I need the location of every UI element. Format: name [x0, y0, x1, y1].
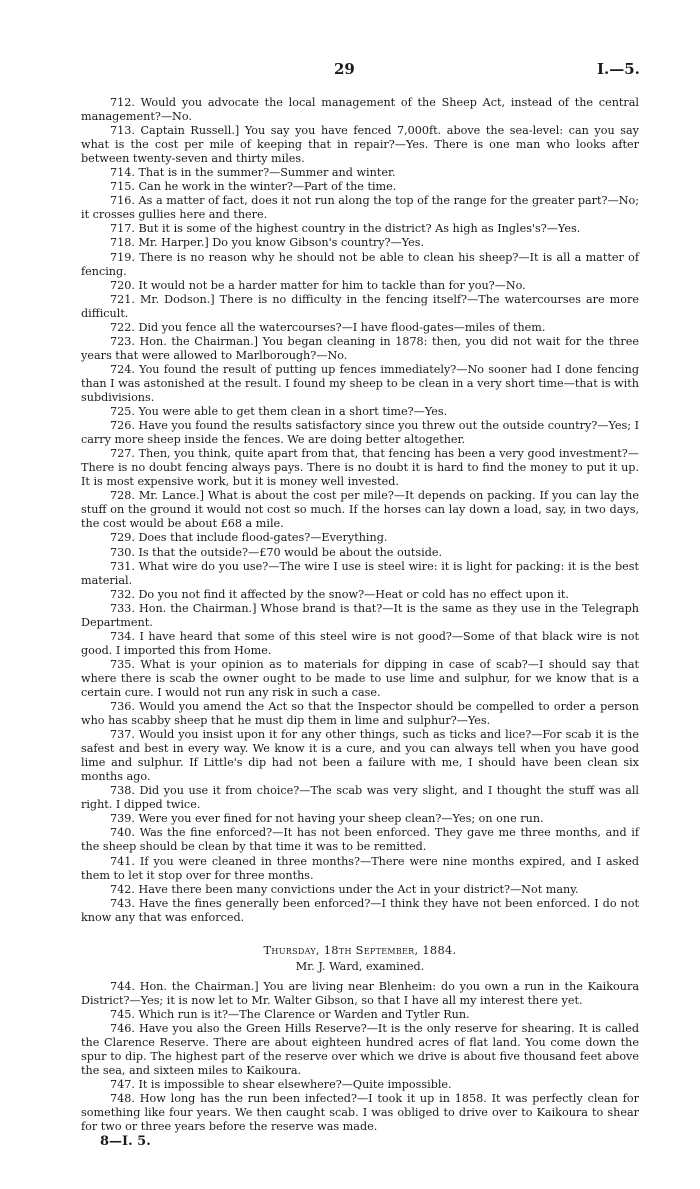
paragraph: 732. Do you not find it affected by the snow?—Heat or cold has no effect upon it. — [110, 587, 569, 601]
paragraph: 712. Would you advocate the local management of the Sheep Act, instead of the central management?—No. — [81, 96, 639, 124]
paragraph: 743. Have the fines generally been enforced?—I think they have not been enforced. I do not know any that was enforced. — [81, 896, 639, 924]
session-date: Thursday, 18th September, 1884. — [263, 942, 457, 957]
paragraph: 727. Then, you think, quite apart from that, that fencing has been a very good investment?—There is no doubt fencing always pays. There is no doubt it is hard to find the money to put it up. It is most expensive work, but it is money well invested. — [81, 447, 639, 489]
paragraph: 725. You were able to get them clean in a short time?—Yes. — [110, 405, 448, 419]
paragraph: 715. Can he work in the winter?—Part of the time. — [110, 180, 397, 194]
document-body — [81, 96, 639, 1134]
paragraph: 722. Did you fence all the watercourses?—I have flood-gates—miles of them. — [110, 320, 546, 334]
report-reference: I.—5. — [597, 60, 640, 78]
page-number: 29 — [334, 60, 355, 78]
paragraph: 734. I have heard that some of this steel wire is not good?—Some of that black wire is not good. I imported this from Home. — [81, 629, 639, 657]
paragraph: 729. Does that include flood-gates?—Everything. — [110, 531, 388, 545]
paragraph: 733. Hon. the Chairman.] Whose brand is that?—It is the same as they use in the Telegraph Department. — [81, 601, 639, 629]
paragraph: 737. Would you insist upon it for any other things, such as ticks and lice?—For scab it is the safest and best in every way. We know it is a cure, and you can always tell when you have good lime and sulphur. If Little's dip had not been a failure with me, I should have been clean six months ago. — [81, 728, 639, 784]
paragraph: 748. How long has the run been infected?—I took it up in 1858. It was perfectly clean for something like four years. We then caught scab. I was obliged to drive over to Kaikoura to shear for two or three years before the reserve was made. — [81, 1092, 639, 1134]
paragraph: 735. What is your opinion as to materials for dipping in case of scab?—I should say that where there is scab the owner ought to be made to use lime and sulphur, for we know that is a certain cure. I would not run any risk in such a case. — [81, 657, 639, 699]
paragraph: 741. If you were cleaned in three months?—There were nine months expired, and I asked them to let it stop over for three months. — [81, 854, 639, 882]
paragraph: 714. That is in the summer?—Summer and winter. — [110, 166, 396, 180]
paragraph: 721. Mr. Dodson.] There is no difficulty in the fencing itself?—The watercourses are more difficult. — [81, 292, 639, 320]
paragraph: 747. It is impossible to shear elsewhere?—Quite impossible. — [110, 1078, 452, 1092]
witness-heading: Mr. J. Ward, examined. — [295, 959, 425, 973]
paragraph: 719. There is no reason why he should not be able to clean his sheep?—It is all a matter of fencing. — [81, 250, 639, 278]
paragraph: 739. Were you ever fined for not having your sheep clean?—Yes; on one run. — [110, 812, 544, 826]
paragraph: 728. Mr. Lance.] What is about the cost per mile?—It depends on packing. If you can lay the stuff on the ground it would not cost so much. If the horses can lay down a load, say, in two days, the cost would be about £68 a mile. — [81, 489, 639, 531]
paragraph: 740. Was the fine enforced?—It has not been enforced. They gave me three months, and if the sheep should be clean by that time it was to be remitted. — [81, 826, 639, 854]
paragraph: 744. Hon. the Chairman.] You are living near Blenheim: do you own a run in the Kaikoura District?—Yes; it is now let to Mr. Walter Gibson, so that I have all my interest there yet. — [81, 979, 639, 1007]
paragraph: 726. Have you found the results satisfactory since you threw out the outside country?—Yes; I carry more sheep inside the fences. We are doing better altogether. — [81, 419, 639, 447]
paragraph: 718. Mr. Harper.] Do you know Gibson's country?—Yes. — [110, 236, 425, 250]
paragraph: 746. Have you also the Green Hills Reserve?—It is the only reserve for shearing. It is called the Clarence Reserve. There are about eighteen hundred acres of flat land. You come down the spur to dip. The highest part of the reserve over which we drive is about five thousand feet above the sea, and sixteen miles to Kaikoura. — [81, 1022, 639, 1078]
paragraph: 736. Would you amend the Act so that the Inspector should be compelled to order a person who has scabby sheep that he must dip them in lime and sulphur?—Yes. — [81, 700, 639, 728]
signature-mark: 8—I. 5. — [100, 1134, 151, 1149]
paragraph: 713. Captain Russell.] You say you have fenced 7,000ft. above the sea-level: can you say what is the cost per mile of keeping that in repair?—Yes. There is one man who looks after between twenty-seven and thirty miles. — [81, 124, 639, 166]
paragraph: 730. Is that the outside?—£70 would be about the outside. — [110, 545, 443, 559]
paragraph: 720. It would not be a harder matter for him to tackle than for you?—No. — [110, 278, 526, 292]
paragraph: 717. But it is some of the highest country in the district? As high as Ingles's?—Yes. — [110, 222, 581, 236]
paragraph: 731. What wire do you use?—The wire I use is steel wire: it is light for packing: it is the best material. — [81, 559, 639, 587]
paragraph: 745. Which run is it?—The Clarence or Warden and Tytler Run. — [110, 1007, 470, 1021]
paragraph: 723. Hon. the Chairman.] You began cleaning in 1878: then, you did not wait for the three years that were allowed to Marlborough?—No. — [81, 334, 639, 362]
paragraph: 724. You found the result of putting up fences immediately?—No sooner had I done fencing than I was astonished at the result. I found my sheep to be clean in a very short time—that is with subdivisions. — [81, 362, 639, 404]
paragraph: 742. Have there been many convictions under the Act in your district?—Not many. — [110, 882, 579, 896]
paragraph: 738. Did you use it from choice?—The scab was very slight, and I thought the stuff was all right. I dipped twice. — [81, 784, 639, 812]
paragraph: 716. As a matter of fact, does it not run along the top of the range for the greater part?—No; it crosses gullies here and there. — [81, 194, 639, 222]
